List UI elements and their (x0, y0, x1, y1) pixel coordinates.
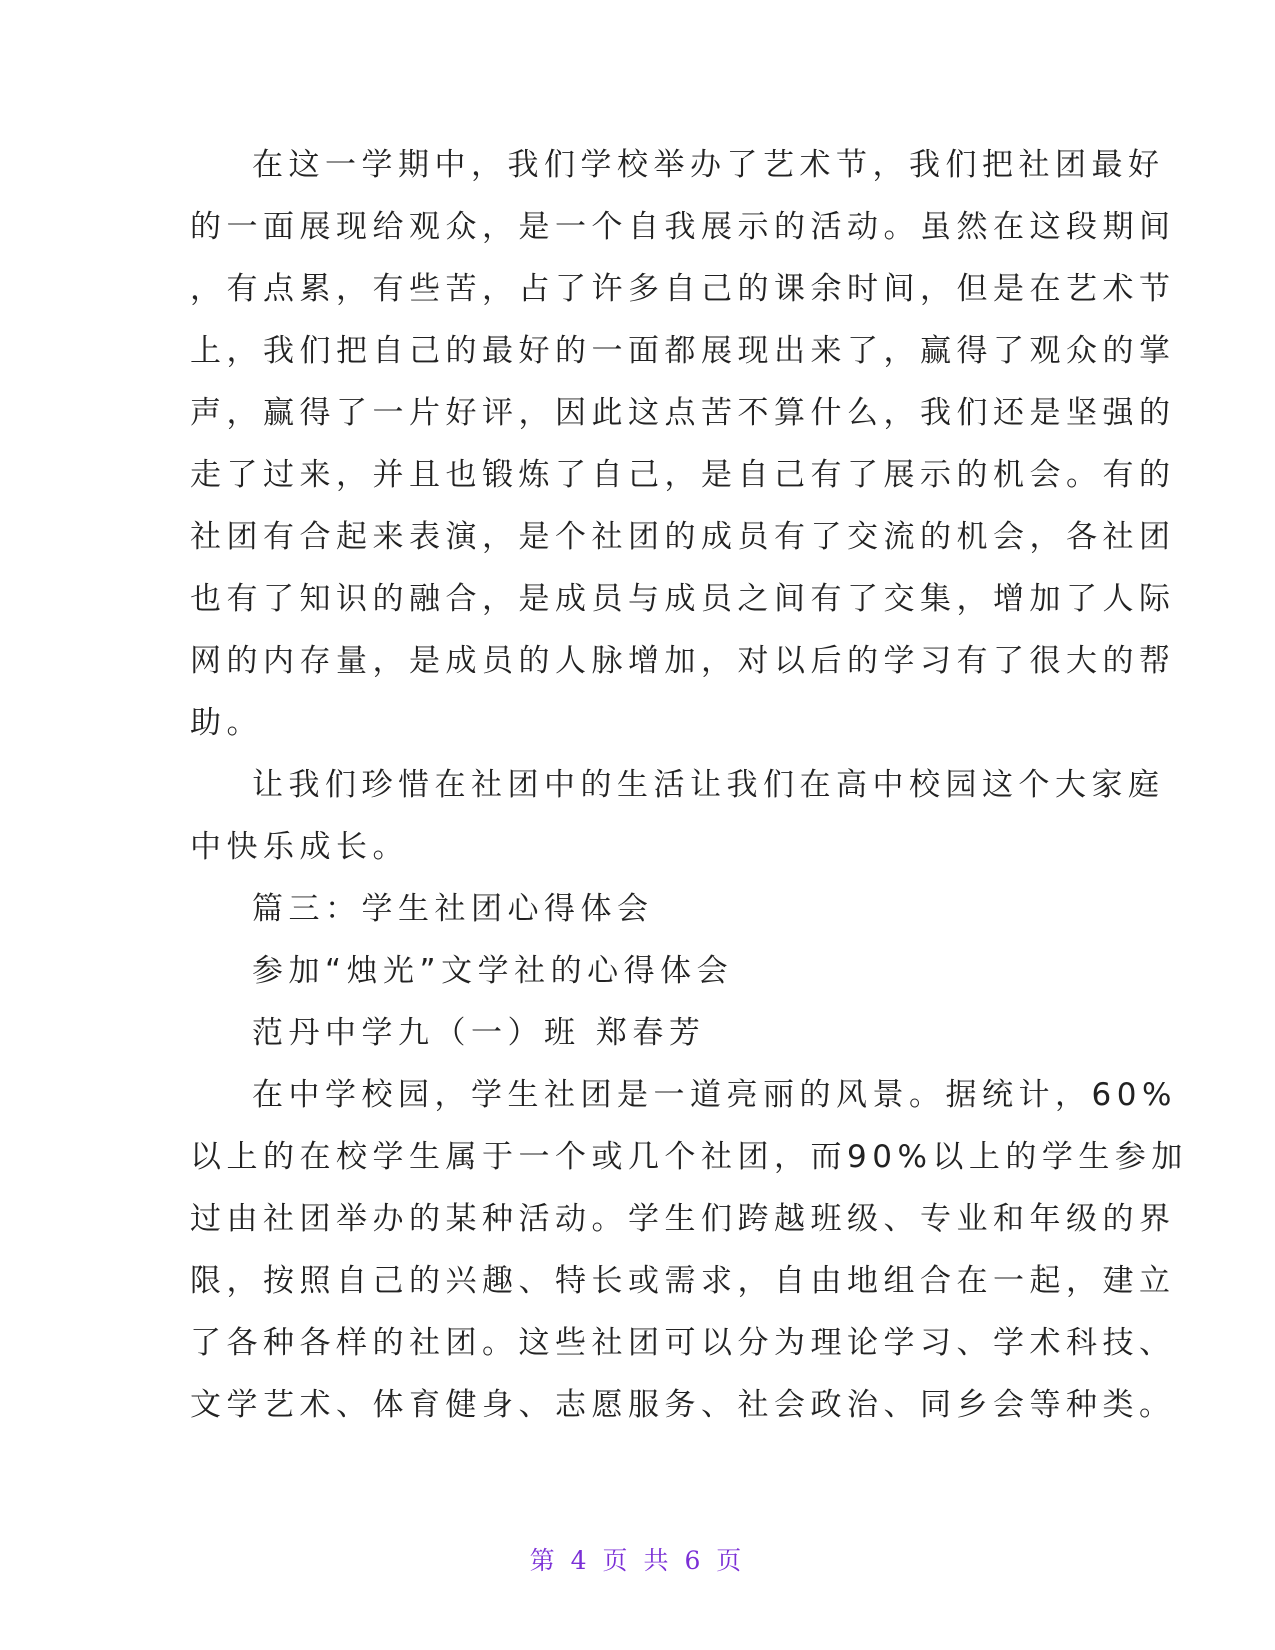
section-heading: 篇三：学生社团心得体会 (252, 891, 654, 927)
author-line: 范丹中学九（一）班 郑春芳 (252, 1015, 706, 1051)
paragraph-line: 网的内存量，是成员的人脉增加，对以后的学习有了很大的帮 (190, 643, 1176, 679)
paragraph-line: 以上的在校学生属于一个或几个社团，而90%以上的学生参加 (190, 1139, 1188, 1175)
paragraph-line: 在这一学期中，我们学校举办了艺术节，我们把社团最好 (252, 147, 1165, 183)
paragraph-line: 让我们珍惜在社团中的生活让我们在高中校园这个大家庭 (252, 767, 1165, 803)
paragraph-line: 中快乐成长。 (190, 829, 409, 865)
paragraph-line: 的一面展现给观众，是一个自我展示的活动。虽然在这段期间 (190, 209, 1176, 245)
paragraph-line: 走了过来，并且也锻炼了自己，是自己有了展示的机会。有的 (190, 457, 1176, 493)
paragraph-line: ，有点累，有些苦，占了许多自己的课余时间，但是在艺术节 (190, 271, 1176, 307)
page-footer (0, 1545, 1275, 1577)
paragraph-line: 在中学校园，学生社团是一道亮丽的风景。据统计，60% (252, 1077, 1177, 1113)
footer-label: 页 (716, 1546, 746, 1575)
paragraph-line: 文学艺术、体育健身、志愿服务、社会政治、同乡会等种类。 (190, 1387, 1176, 1423)
paragraph-line: 限，按照自己的兴趣、特长或需求，自由地组合在一起，建立 (190, 1263, 1176, 1299)
paragraph-line: 社团有合起来表演，是个社团的成员有了交流的机会，各社团 (190, 519, 1176, 555)
paragraph-line: 助。 (190, 705, 263, 741)
paragraph-line: 上，我们把自己的最好的一面都展现出来了，赢得了观众的掌 (190, 333, 1176, 369)
article-title: 参加“烛光”文学社的心得体会 (252, 953, 734, 989)
paragraph-line: 了各种各样的社团。这些社团可以分为理论学习、学术科技、 (190, 1325, 1176, 1361)
paragraph-line: 也有了知识的融合，是成员与成员之间有了交集，增加了人际 (190, 581, 1176, 617)
paragraph-line: 过由社团举办的某种活动。学生们跨越班级、专业和年级的界 (190, 1201, 1176, 1237)
paragraph-line: 声，赢得了一片好评，因此这点苦不算什么，我们还是坚强的 (190, 395, 1176, 431)
footer-page-number: 4 (570, 1546, 591, 1575)
footer-label: 页 (602, 1546, 632, 1575)
footer-total-pages: 6 (684, 1546, 705, 1575)
footer-label: 共 (643, 1546, 673, 1575)
footer-label: 第 (529, 1546, 559, 1575)
